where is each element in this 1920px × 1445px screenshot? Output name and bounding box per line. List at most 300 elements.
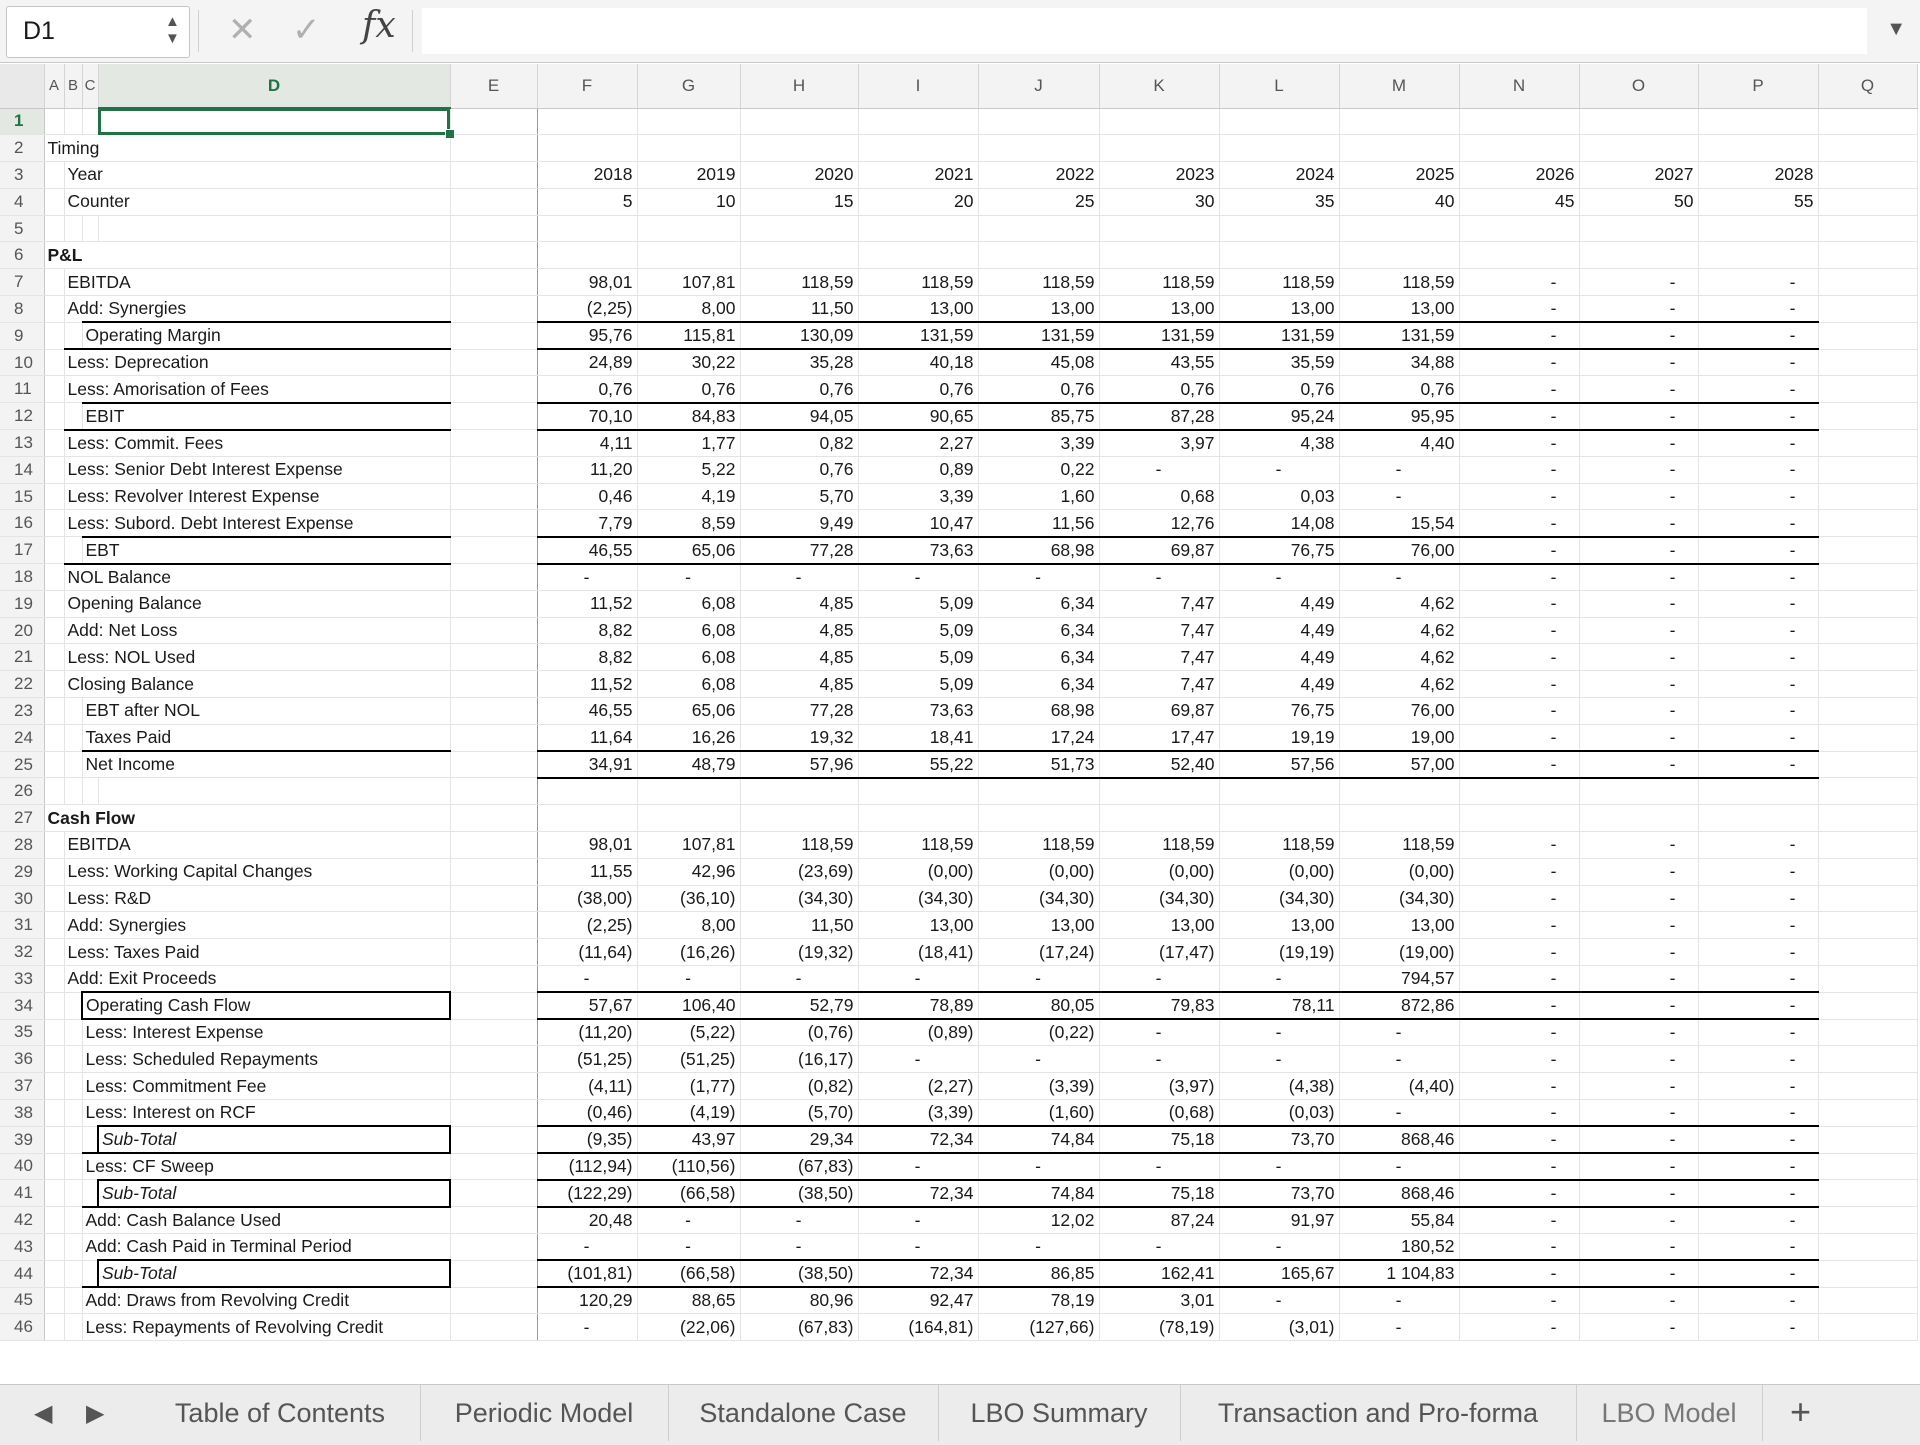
row-label[interactable]: Less: R&D [64, 885, 450, 912]
row-header[interactable]: 18 [0, 564, 44, 591]
cell[interactable] [450, 1260, 537, 1287]
indent-cell[interactable] [64, 1153, 82, 1180]
value-cell[interactable]: (19,00) [1339, 939, 1459, 966]
value-cell[interactable]: (34,30) [1219, 885, 1339, 912]
row-header[interactable]: 38 [0, 1099, 44, 1126]
cell[interactable] [450, 912, 537, 939]
value-cell[interactable]: - [1698, 832, 1818, 859]
column-header-o[interactable]: O [1579, 64, 1698, 108]
value-cell[interactable]: 118,59 [740, 269, 858, 296]
row-label[interactable]: Less: Taxes Paid [64, 939, 450, 966]
value-cell[interactable] [1698, 108, 1818, 135]
row-label[interactable] [98, 108, 450, 135]
value-cell[interactable]: 13,00 [1099, 296, 1219, 323]
indent-cell[interactable] [64, 1314, 82, 1341]
row-header[interactable]: 24 [0, 724, 44, 751]
value-cell[interactable]: - [1698, 537, 1818, 564]
value-cell[interactable]: 8,82 [537, 617, 637, 644]
value-cell[interactable]: 4,40 [1339, 430, 1459, 457]
row-header[interactable]: 36 [0, 1046, 44, 1073]
value-cell[interactable]: 77,28 [740, 698, 858, 725]
value-cell[interactable]: 9,49 [740, 510, 858, 537]
value-cell[interactable]: - [1459, 510, 1579, 537]
value-cell[interactable]: 73,63 [858, 537, 978, 564]
row-label[interactable]: Less: Revolver Interest Expense [64, 483, 450, 510]
indent-cell[interactable] [44, 188, 64, 215]
value-cell[interactable]: 0,76 [858, 376, 978, 403]
value-cell[interactable]: (5,70) [740, 1099, 858, 1126]
sheet-tab[interactable]: Periodic Model [420, 1385, 669, 1441]
row-header[interactable]: 7 [0, 269, 44, 296]
value-cell[interactable]: 10,47 [858, 510, 978, 537]
value-cell[interactable]: 29,34 [740, 1126, 858, 1153]
indent-cell[interactable] [82, 1126, 98, 1153]
row-label[interactable]: Less: Scheduled Repayments [82, 1046, 450, 1073]
indent-cell[interactable] [44, 644, 64, 671]
value-cell[interactable]: (67,83) [740, 1314, 858, 1341]
value-cell[interactable]: 12,76 [1099, 510, 1219, 537]
value-cell[interactable]: (2,27) [858, 1073, 978, 1100]
insert-function-icon[interactable]: fx [362, 5, 396, 46]
value-cell[interactable] [537, 135, 637, 162]
row-label[interactable]: Timing [44, 135, 450, 162]
value-cell[interactable] [1579, 215, 1698, 242]
value-cell[interactable]: - [1579, 617, 1698, 644]
value-cell[interactable]: 131,59 [858, 322, 978, 349]
value-cell[interactable]: 180,52 [1339, 1233, 1459, 1260]
value-cell[interactable]: 1 104,83 [1339, 1260, 1459, 1287]
value-cell[interactable]: - [1459, 1233, 1579, 1260]
value-cell[interactable]: - [1698, 858, 1818, 885]
value-cell[interactable]: - [1698, 269, 1818, 296]
value-cell[interactable]: 0,68 [1099, 483, 1219, 510]
value-cell[interactable]: 4,49 [1219, 644, 1339, 671]
cell[interactable] [450, 1207, 537, 1234]
indent-cell[interactable] [44, 537, 64, 564]
value-cell[interactable] [858, 108, 978, 135]
value-cell[interactable]: (34,30) [1099, 885, 1219, 912]
value-cell[interactable]: - [1459, 590, 1579, 617]
cell[interactable] [450, 671, 537, 698]
value-cell[interactable]: - [1698, 1046, 1818, 1073]
indent-cell[interactable] [44, 1153, 64, 1180]
value-cell[interactable]: - [1459, 671, 1579, 698]
value-cell[interactable]: 6,08 [637, 644, 740, 671]
value-cell[interactable]: 46,55 [537, 698, 637, 725]
value-cell[interactable] [1459, 242, 1579, 269]
value-cell[interactable]: - [1698, 1099, 1818, 1126]
value-cell[interactable]: (11,64) [537, 939, 637, 966]
value-cell[interactable]: 130,09 [740, 322, 858, 349]
value-cell[interactable]: 77,28 [740, 537, 858, 564]
row-label[interactable]: Less: Interest Expense [82, 1019, 450, 1046]
value-cell[interactable]: - [1459, 912, 1579, 939]
cell[interactable] [1818, 1314, 1917, 1341]
value-cell[interactable] [1219, 108, 1339, 135]
row-header[interactable]: 46 [0, 1314, 44, 1341]
cell[interactable] [1818, 912, 1917, 939]
value-cell[interactable]: 106,40 [637, 992, 740, 1019]
cell[interactable] [1818, 269, 1917, 296]
cell[interactable] [1818, 349, 1917, 376]
value-cell[interactable]: - [1579, 564, 1698, 591]
value-cell[interactable]: 76,00 [1339, 698, 1459, 725]
indent-cell[interactable] [44, 617, 64, 644]
value-cell[interactable]: - [1579, 966, 1698, 993]
indent-cell[interactable] [64, 992, 82, 1019]
value-cell[interactable]: - [1698, 1260, 1818, 1287]
chevron-up-icon[interactable]: ▲ [165, 13, 180, 30]
value-cell[interactable]: 76,75 [1219, 537, 1339, 564]
value-cell[interactable]: (3,01) [1219, 1314, 1339, 1341]
value-cell[interactable]: (36,10) [637, 885, 740, 912]
value-cell[interactable]: - [1459, 858, 1579, 885]
value-cell[interactable]: 7,47 [1099, 671, 1219, 698]
indent-cell[interactable] [64, 403, 82, 430]
indent-cell[interactable] [44, 1180, 64, 1207]
value-cell[interactable]: 11,64 [537, 724, 637, 751]
value-cell[interactable]: 55,84 [1339, 1207, 1459, 1234]
value-cell[interactable]: 107,81 [637, 269, 740, 296]
value-cell[interactable]: (34,30) [858, 885, 978, 912]
value-cell[interactable]: (22,06) [637, 1314, 740, 1341]
value-cell[interactable] [1099, 242, 1219, 269]
value-cell[interactable]: 18,41 [858, 724, 978, 751]
value-cell[interactable]: 4,19 [637, 483, 740, 510]
cell[interactable] [1818, 939, 1917, 966]
value-cell[interactable] [1219, 242, 1339, 269]
row-label[interactable]: Add: Net Loss [64, 617, 450, 644]
indent-cell[interactable] [44, 483, 64, 510]
cell[interactable] [450, 322, 537, 349]
cell[interactable] [1818, 1073, 1917, 1100]
value-cell[interactable]: - [1579, 269, 1698, 296]
value-cell[interactable]: - [1339, 1099, 1459, 1126]
value-cell[interactable]: 2023 [1099, 162, 1219, 189]
value-cell[interactable]: - [537, 966, 637, 993]
value-cell[interactable] [1339, 805, 1459, 832]
select-all-corner[interactable] [0, 64, 44, 108]
value-cell[interactable]: 88,65 [637, 1287, 740, 1314]
indent-cell[interactable] [82, 108, 98, 135]
value-cell[interactable]: 2021 [858, 162, 978, 189]
value-cell[interactable] [1339, 135, 1459, 162]
row-label[interactable]: Year [64, 162, 450, 189]
value-cell[interactable]: 118,59 [740, 832, 858, 859]
cell[interactable] [1818, 698, 1917, 725]
value-cell[interactable]: 13,00 [1339, 296, 1459, 323]
value-cell[interactable]: - [1459, 1260, 1579, 1287]
value-cell[interactable]: 76,00 [1339, 537, 1459, 564]
value-cell[interactable]: 45,08 [978, 349, 1099, 376]
value-cell[interactable] [1339, 778, 1459, 805]
row-label[interactable]: Operating Cash Flow [82, 992, 450, 1019]
value-cell[interactable]: 8,82 [537, 644, 637, 671]
value-cell[interactable] [1459, 108, 1579, 135]
value-cell[interactable]: 4,49 [1219, 590, 1339, 617]
value-cell[interactable]: 118,59 [858, 269, 978, 296]
value-cell[interactable]: - [1698, 1019, 1818, 1046]
value-cell[interactable] [1099, 778, 1219, 805]
value-cell[interactable]: - [1459, 1046, 1579, 1073]
indent-cell[interactable] [64, 108, 82, 135]
value-cell[interactable]: 94,05 [740, 403, 858, 430]
value-cell[interactable]: - [1698, 724, 1818, 751]
value-cell[interactable]: (19,19) [1219, 939, 1339, 966]
value-cell[interactable]: - [858, 966, 978, 993]
value-cell[interactable]: - [1698, 1207, 1818, 1234]
indent-cell[interactable] [64, 724, 82, 751]
cell[interactable] [1818, 1260, 1917, 1287]
value-cell[interactable]: 165,67 [1219, 1260, 1339, 1287]
value-cell[interactable]: 43,55 [1099, 349, 1219, 376]
value-cell[interactable]: - [1459, 1287, 1579, 1314]
value-cell[interactable]: (0,76) [740, 1019, 858, 1046]
value-cell[interactable]: 7,79 [537, 510, 637, 537]
value-cell[interactable]: (2,25) [537, 296, 637, 323]
column-header-k[interactable]: K [1099, 64, 1219, 108]
cell[interactable] [450, 1314, 537, 1341]
value-cell[interactable]: - [1459, 296, 1579, 323]
row-label[interactable]: Closing Balance [64, 671, 450, 698]
value-cell[interactable] [537, 215, 637, 242]
value-cell[interactable]: 4,38 [1219, 430, 1339, 457]
cell[interactable] [1818, 430, 1917, 457]
value-cell[interactable]: - [1698, 885, 1818, 912]
value-cell[interactable]: 35,59 [1219, 349, 1339, 376]
cell[interactable] [1818, 1287, 1917, 1314]
indent-cell[interactable] [44, 590, 64, 617]
value-cell[interactable]: - [637, 1233, 740, 1260]
value-cell[interactable]: 0,76 [637, 376, 740, 403]
value-cell[interactable]: - [1579, 349, 1698, 376]
chevron-down-icon[interactable]: ▼ [165, 30, 180, 47]
value-cell[interactable] [537, 108, 637, 135]
value-cell[interactable]: 78,19 [978, 1287, 1099, 1314]
value-cell[interactable]: - [1698, 590, 1818, 617]
value-cell[interactable]: - [1459, 322, 1579, 349]
cell[interactable] [1818, 778, 1917, 805]
cell[interactable] [1818, 671, 1917, 698]
row-label[interactable]: Sub-Total [98, 1126, 450, 1153]
value-cell[interactable]: 40,18 [858, 349, 978, 376]
value-cell[interactable]: - [1698, 403, 1818, 430]
cell[interactable] [450, 858, 537, 885]
column-header-n[interactable]: N [1459, 64, 1579, 108]
value-cell[interactable]: 2027 [1579, 162, 1698, 189]
value-cell[interactable]: - [1459, 698, 1579, 725]
cell[interactable] [1818, 296, 1917, 323]
value-cell[interactable]: 3,01 [1099, 1287, 1219, 1314]
value-cell[interactable]: 0,76 [740, 456, 858, 483]
value-cell[interactable]: 65,06 [637, 537, 740, 564]
cell[interactable] [450, 1046, 537, 1073]
sheet-tab[interactable]: Transaction and Pro-forma [1180, 1385, 1577, 1441]
row-label[interactable]: Operating Margin [82, 322, 450, 349]
row-label[interactable]: EBITDA [64, 269, 450, 296]
value-cell[interactable]: - [740, 966, 858, 993]
value-cell[interactable]: 0,76 [537, 376, 637, 403]
value-cell[interactable]: - [1579, 1073, 1698, 1100]
value-cell[interactable]: 30,22 [637, 349, 740, 376]
value-cell[interactable]: 2024 [1219, 162, 1339, 189]
row-header[interactable]: 19 [0, 590, 44, 617]
value-cell[interactable]: (4,40) [1339, 1073, 1459, 1100]
value-cell[interactable] [858, 805, 978, 832]
value-cell[interactable]: 13,00 [858, 912, 978, 939]
value-cell[interactable]: - [1698, 1180, 1818, 1207]
indent-cell[interactable] [82, 778, 98, 805]
value-cell[interactable]: - [1459, 564, 1579, 591]
column-header-c[interactable]: C [82, 64, 98, 108]
value-cell[interactable]: 0,46 [537, 483, 637, 510]
value-cell[interactable]: 35,28 [740, 349, 858, 376]
value-cell[interactable]: - [1698, 698, 1818, 725]
value-cell[interactable]: 0,03 [1219, 483, 1339, 510]
value-cell[interactable]: 19,00 [1339, 724, 1459, 751]
cell[interactable] [450, 1180, 537, 1207]
row-header[interactable]: 16 [0, 510, 44, 537]
indent-cell[interactable] [44, 1207, 64, 1234]
value-cell[interactable]: 115,81 [637, 322, 740, 349]
value-cell[interactable]: 7,47 [1099, 644, 1219, 671]
indent-cell[interactable] [44, 430, 64, 457]
value-cell[interactable]: 0,82 [740, 430, 858, 457]
row-label[interactable]: Less: Deprecation [64, 349, 450, 376]
indent-cell[interactable] [44, 1314, 64, 1341]
value-cell[interactable] [637, 242, 740, 269]
value-cell[interactable]: (122,29) [537, 1180, 637, 1207]
value-cell[interactable] [740, 135, 858, 162]
value-cell[interactable]: (0,03) [1219, 1099, 1339, 1126]
row-label[interactable]: Less: Commitment Fee [82, 1073, 450, 1100]
column-header-p[interactable]: P [1698, 64, 1818, 108]
value-cell[interactable]: - [1459, 644, 1579, 671]
value-cell[interactable]: (34,30) [978, 885, 1099, 912]
indent-cell[interactable] [44, 778, 64, 805]
value-cell[interactable]: 40 [1339, 188, 1459, 215]
value-cell[interactable] [637, 135, 740, 162]
value-cell[interactable]: - [1219, 1287, 1339, 1314]
cell[interactable] [450, 242, 537, 269]
value-cell[interactable]: - [1459, 617, 1579, 644]
row-header[interactable]: 22 [0, 671, 44, 698]
indent-cell[interactable] [82, 1260, 98, 1287]
value-cell[interactable]: 5,70 [740, 483, 858, 510]
value-cell[interactable] [1698, 215, 1818, 242]
cell[interactable] [450, 349, 537, 376]
cell[interactable] [450, 966, 537, 993]
value-cell[interactable] [1099, 805, 1219, 832]
value-cell[interactable] [537, 242, 637, 269]
value-cell[interactable]: - [637, 564, 740, 591]
value-cell[interactable]: - [1459, 724, 1579, 751]
cell[interactable] [450, 805, 537, 832]
value-cell[interactable]: 11,50 [740, 296, 858, 323]
value-cell[interactable]: - [1698, 1314, 1818, 1341]
value-cell[interactable]: (3,39) [858, 1099, 978, 1126]
value-cell[interactable]: 43,97 [637, 1126, 740, 1153]
value-cell[interactable]: 57,00 [1339, 751, 1459, 778]
value-cell[interactable] [1219, 778, 1339, 805]
column-header-d[interactable]: D [98, 64, 450, 108]
cell[interactable] [450, 269, 537, 296]
value-cell[interactable] [1219, 135, 1339, 162]
cancel-icon[interactable]: ✕ [228, 11, 257, 49]
cell[interactable] [1818, 1099, 1917, 1126]
value-cell[interactable]: 4,49 [1219, 671, 1339, 698]
value-cell[interactable]: (67,83) [740, 1153, 858, 1180]
value-cell[interactable]: 74,84 [978, 1126, 1099, 1153]
value-cell[interactable]: - [1219, 966, 1339, 993]
value-cell[interactable]: - [1579, 1207, 1698, 1234]
value-cell[interactable] [1339, 108, 1459, 135]
value-cell[interactable]: - [1459, 537, 1579, 564]
value-cell[interactable]: (164,81) [858, 1314, 978, 1341]
value-cell[interactable]: 0,76 [740, 376, 858, 403]
value-cell[interactable] [637, 805, 740, 832]
value-cell[interactable] [1339, 215, 1459, 242]
value-cell[interactable]: 7,47 [1099, 617, 1219, 644]
value-cell[interactable]: - [1099, 966, 1219, 993]
value-cell[interactable]: 65,06 [637, 698, 740, 725]
indent-cell[interactable] [44, 671, 64, 698]
value-cell[interactable]: - [1459, 376, 1579, 403]
value-cell[interactable]: 86,85 [978, 1260, 1099, 1287]
value-cell[interactable]: - [978, 1233, 1099, 1260]
cell[interactable] [450, 1019, 537, 1046]
value-cell[interactable]: 118,59 [1099, 832, 1219, 859]
indent-cell[interactable] [44, 108, 64, 135]
value-cell[interactable] [1219, 215, 1339, 242]
value-cell[interactable]: 107,81 [637, 832, 740, 859]
value-cell[interactable]: - [1579, 403, 1698, 430]
row-header[interactable]: 34 [0, 992, 44, 1019]
row-header[interactable]: 30 [0, 885, 44, 912]
value-cell[interactable]: 79,83 [1099, 992, 1219, 1019]
cell[interactable] [1818, 1180, 1917, 1207]
value-cell[interactable]: 0,22 [978, 456, 1099, 483]
value-cell[interactable]: 6,34 [978, 644, 1099, 671]
cell[interactable] [1818, 1046, 1917, 1073]
row-header[interactable]: 45 [0, 1287, 44, 1314]
value-cell[interactable]: - [858, 1207, 978, 1234]
cell[interactable] [1818, 564, 1917, 591]
row-header[interactable]: 1 [0, 108, 44, 135]
value-cell[interactable]: - [1579, 1019, 1698, 1046]
value-cell[interactable]: 6,08 [637, 617, 740, 644]
row-header[interactable]: 13 [0, 430, 44, 457]
value-cell[interactable]: 46,55 [537, 537, 637, 564]
cell[interactable] [1818, 322, 1917, 349]
indent-cell[interactable] [64, 1099, 82, 1126]
indent-cell[interactable] [44, 1073, 64, 1100]
value-cell[interactable]: 8,59 [637, 510, 740, 537]
value-cell[interactable] [1579, 778, 1698, 805]
value-cell[interactable]: 8,00 [637, 296, 740, 323]
value-cell[interactable]: - [1579, 456, 1698, 483]
indent-cell[interactable] [64, 1046, 82, 1073]
value-cell[interactable]: - [1339, 1046, 1459, 1073]
value-cell[interactable]: - [1459, 1207, 1579, 1234]
cell[interactable] [1818, 644, 1917, 671]
value-cell[interactable]: - [537, 1233, 637, 1260]
value-cell[interactable]: 13,00 [1219, 912, 1339, 939]
indent-cell[interactable] [44, 1019, 64, 1046]
value-cell[interactable]: 4,85 [740, 644, 858, 671]
value-cell[interactable]: 48,79 [637, 751, 740, 778]
cell[interactable] [1818, 403, 1917, 430]
